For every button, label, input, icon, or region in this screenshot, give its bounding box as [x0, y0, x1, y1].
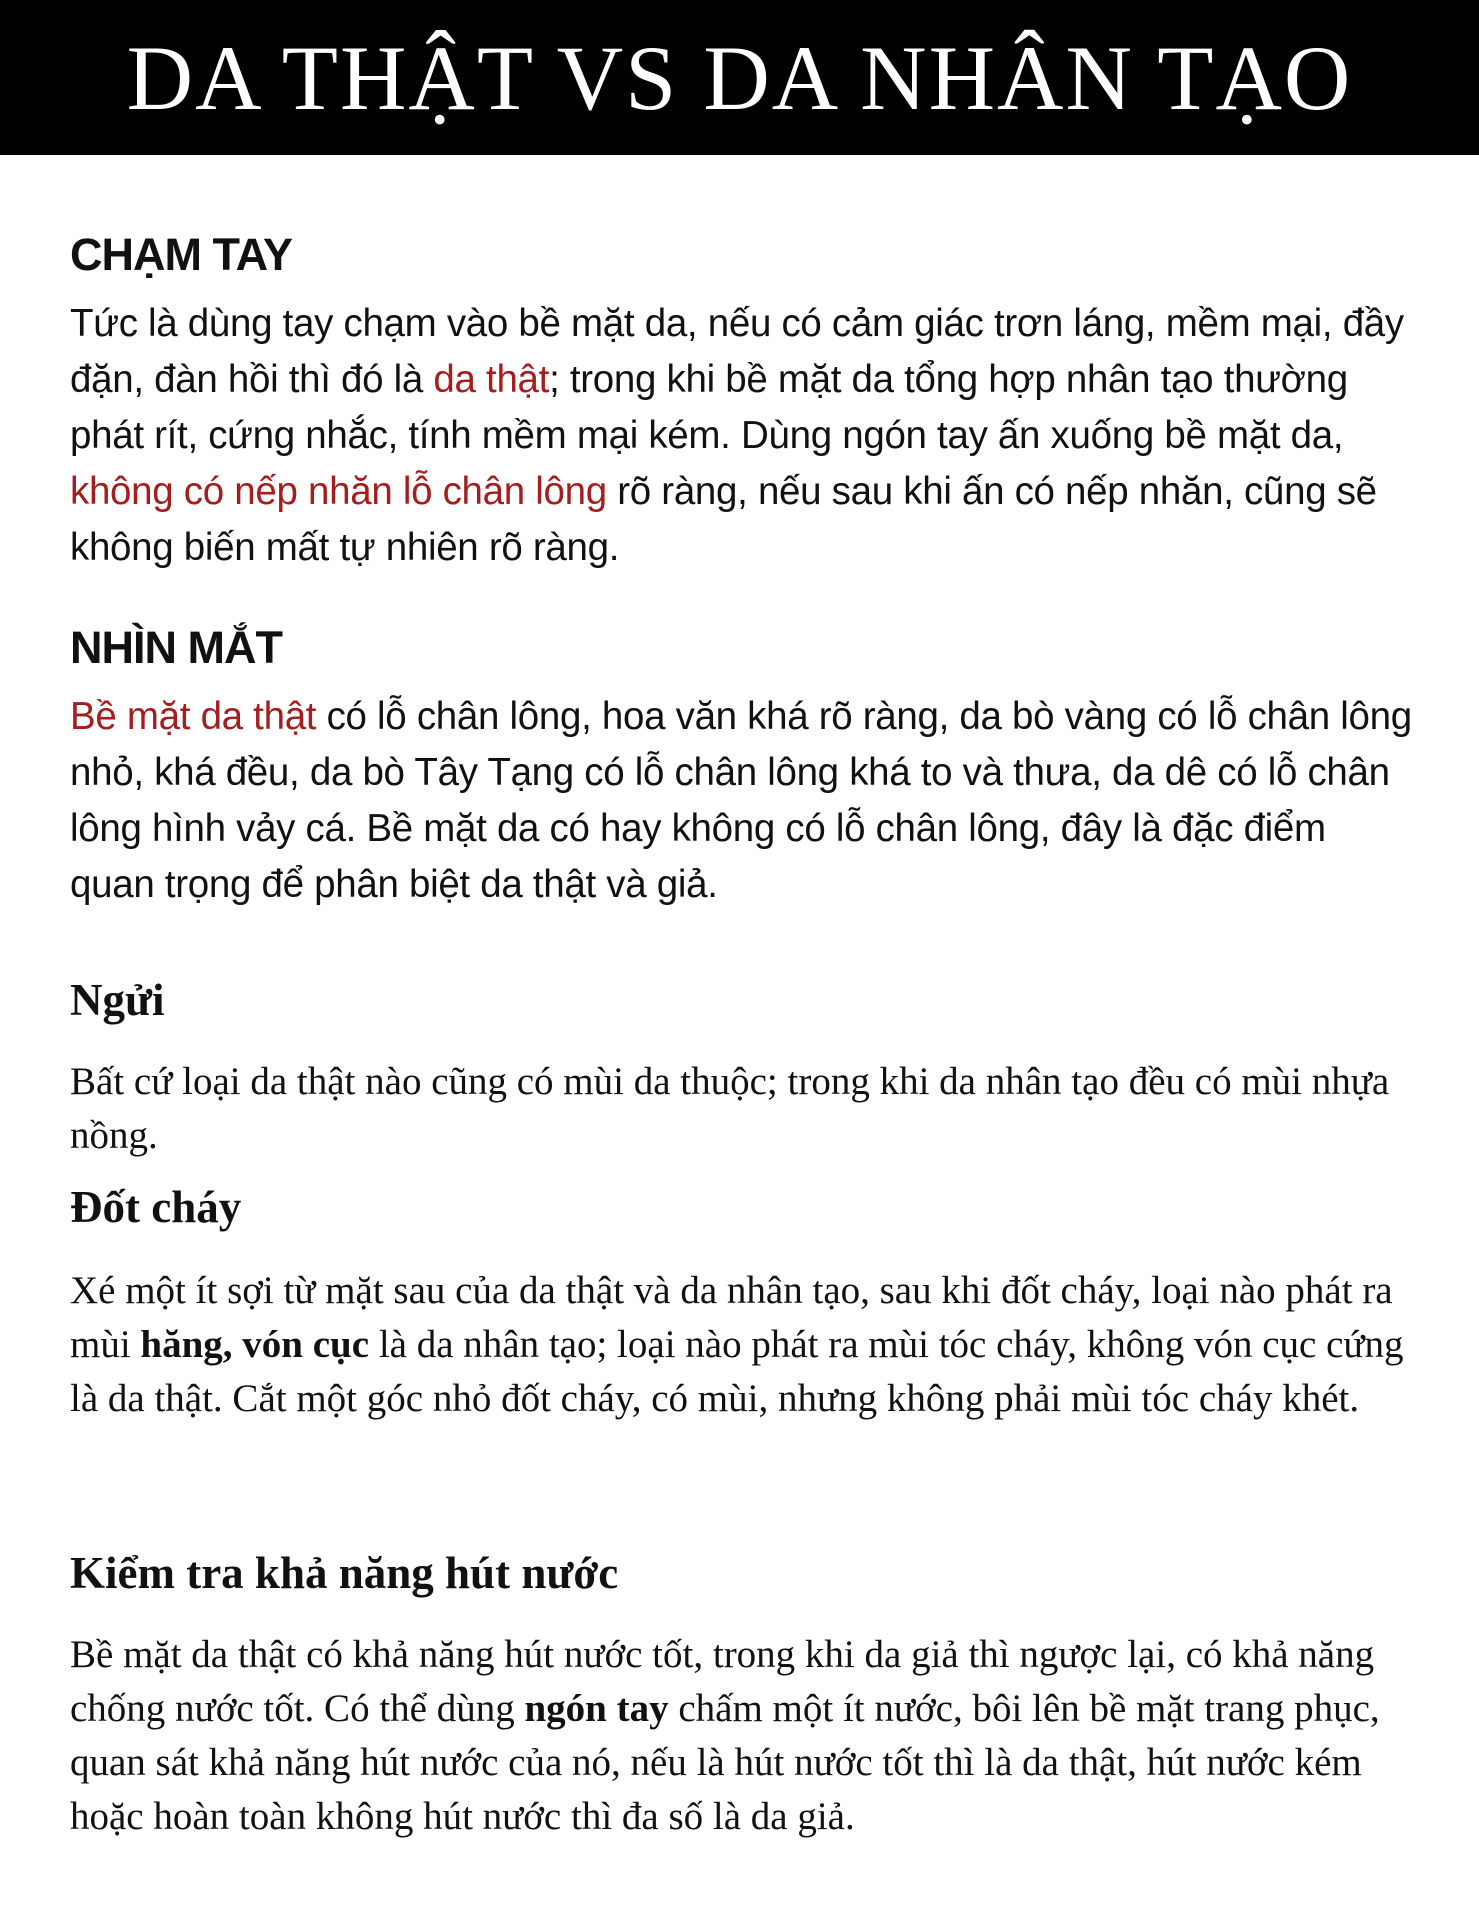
body-text: có lỗ chân lông, hoa văn khá rõ ràng, da bò vàng có lỗ chân lông nhỏ, khá đều, da bò Tây Tạng có lỗ chân lông khá to và thưa, da dê có lỗ chân lông hình vảy cá. Bề mặt da có hay không có lỗ chân lông, đây là đặc điểm quan trọng để phân biệt da thật và giả.	[70, 695, 1412, 906]
section-look	[70, 621, 1415, 913]
body-text: Bề mặt da thật có khả năng hút nước tốt, trong khi da giả thì ngược lại, có khả năng chống nước tốt. Có thể dùng	[70, 1633, 1375, 1730]
body-text: Tức là dùng tay chạm vào bề mặt da, nếu có cảm giác trơn láng, mềm mại, đầy đặn, đàn hồi thì đó là	[70, 302, 1404, 401]
section-burn	[70, 1180, 1415, 1426]
section-body-water	[70, 1628, 1415, 1844]
section-smell	[70, 973, 1415, 1163]
section-heading-smell: Ngửi	[70, 975, 165, 1025]
section-body-look	[70, 689, 1415, 913]
section-body-touch	[70, 296, 1415, 576]
body-text: ; trong khi bề mặt da tổng hợp nhân tạo thường phát rít, cứng nhắc, tính mềm mại kém. Dùng ngón tay ấn xuống bề mặt da,	[70, 358, 1348, 457]
highlight-text: da thật	[433, 358, 550, 401]
section-body-smell	[70, 1055, 1415, 1163]
bold-text: hăng, vón cục	[140, 1323, 370, 1366]
section-touch	[70, 228, 1415, 576]
page-title: DA THẬT VS DA NHÂN TẠO	[126, 26, 1353, 129]
section-body-burn	[70, 1264, 1415, 1426]
body-text: Bất cứ loại da thật nào cũng có mùi da thuộc; trong khi da nhân tạo đều có mùi nhựa nồng.	[70, 1060, 1390, 1157]
body-text: là da nhân tạo; loại nào phát ra mùi tóc cháy, không vón cục cứng là da thật. Cắt một góc nhỏ đốt cháy, có mùi, nhưng không phải mùi tóc cháy khét.	[70, 1323, 1404, 1420]
body-text: rõ ràng, nếu sau khi ấn có nếp nhăn, cũng sẽ không biến mất tự nhiên rõ ràng.	[70, 470, 1377, 569]
highlight-text: Bề mặt da thật	[70, 695, 317, 738]
body-text: Xé một ít sợi từ mặt sau của da thật và da nhân tạo, sau khi đốt cháy, loại nào phát ra mùi	[70, 1269, 1393, 1366]
body-text: chấm một ít nước, bôi lên bề mặt trang phục, quan sát khả năng hút nước của nó, nếu là hút nước tốt thì là da thật, hút nước kém hoặc hoàn toàn không hút nước thì đa số là da giả.	[70, 1687, 1380, 1838]
section-heading-water: Kiểm tra khả năng hút nước	[70, 1548, 619, 1598]
bold-text: ngón tay	[524, 1687, 669, 1730]
section-heading-touch: CHẠM TAY	[70, 229, 293, 280]
section-heading-look: NHÌN MẮT	[70, 622, 282, 673]
title-banner	[0, 0, 1479, 155]
section-heading-burn: Đốt cháy	[70, 1182, 242, 1232]
highlight-text: không có nếp nhăn lỗ chân lông	[70, 470, 607, 513]
section-water	[70, 1546, 1415, 1844]
